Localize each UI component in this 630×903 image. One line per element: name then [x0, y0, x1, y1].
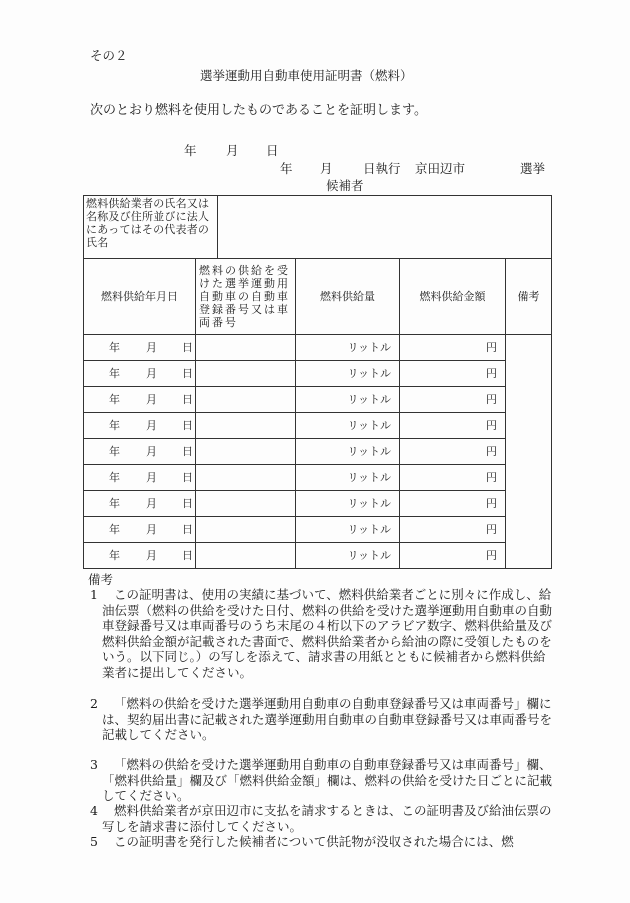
day-label: 日 — [182, 367, 193, 380]
note-item — [90, 834, 552, 850]
fuel-price-cell[interactable] — [400, 465, 506, 491]
fuel-price-cell[interactable] — [400, 543, 506, 569]
table-row — [84, 465, 552, 491]
note-number: 5 — [90, 834, 98, 849]
fuel-usage-table — [83, 195, 552, 569]
supply-date-cell[interactable] — [84, 413, 196, 439]
supply-date-cell[interactable] — [84, 543, 196, 569]
year-label: 年 — [109, 549, 120, 562]
supply-date-cell[interactable] — [84, 387, 196, 413]
day-label: 日 — [182, 471, 193, 484]
supply-date-cell[interactable] — [84, 517, 196, 543]
candidate-label: 候補者 — [326, 178, 364, 193]
year-label: 年 — [109, 497, 120, 510]
year-label: 年 — [109, 471, 120, 484]
column-header-fuel-price: 燃料供給金額 — [400, 259, 506, 335]
fuel-price-cell[interactable] — [400, 439, 506, 465]
vehicle-number-cell[interactable] — [196, 387, 296, 413]
vehicle-number-cell[interactable] — [196, 491, 296, 517]
month-label: 月 — [146, 471, 157, 484]
yen-unit: 円 — [486, 497, 498, 510]
yen-unit: 円 — [486, 367, 498, 380]
table-row — [84, 491, 552, 517]
liter-unit: リットル — [347, 523, 392, 536]
supply-date-cell[interactable] — [84, 361, 196, 387]
supply-date-cell[interactable] — [84, 439, 196, 465]
fuel-amount-cell[interactable] — [296, 517, 400, 543]
year-label: 年 — [109, 419, 120, 432]
column-header-fuel-amount: 燃料供給量 — [296, 259, 400, 335]
liter-unit: リットル — [347, 445, 392, 458]
note-text: この証明書は、使用の実績に基づいて、燃料供給業者ごとに別々に作成し、給油伝票（燃料の供給を受けた日付、燃料の供給を受けた選挙運動用自動車の自動車登録番号又は車両番号のうち末尾の４桁以下のアラビア数字、燃料供給量及び燃料供給金額が記載された書面で、燃料供給業者から給油の際に受領したものをいう。以下同じ。）の写しを添えて、請求書の用紙とともに候補者から燃料供給業者に提出してください。 — [102, 587, 553, 680]
day-label: 日 — [182, 497, 193, 510]
column-header-supply-date: 燃料供給年月日 — [84, 259, 196, 335]
yen-unit: 円 — [486, 523, 498, 536]
table-row — [84, 387, 552, 413]
day-label: 日 — [182, 341, 193, 354]
certification-day-label: 日 — [266, 143, 279, 158]
fuel-amount-cell[interactable] — [296, 439, 400, 465]
fuel-amount-cell[interactable] — [296, 413, 400, 439]
liter-unit: リットル — [347, 471, 392, 484]
fuel-amount-cell[interactable] — [296, 387, 400, 413]
vehicle-number-cell[interactable] — [196, 465, 296, 491]
day-label: 日 — [182, 549, 193, 562]
supplier-name-field[interactable] — [218, 196, 552, 259]
supply-date-cell[interactable] — [84, 491, 196, 517]
table-row — [84, 543, 552, 569]
election-year-label: 年 — [280, 161, 293, 176]
city-name: 京田辺市 — [415, 161, 466, 176]
month-label: 月 — [146, 549, 157, 562]
month-label: 月 — [146, 393, 157, 406]
liter-unit: リットル — [347, 341, 392, 354]
remarks-cell[interactable] — [506, 335, 552, 569]
day-label: 日 — [182, 445, 193, 458]
fuel-price-cell[interactable] — [400, 517, 506, 543]
election-day-executed-label: 日執行 — [363, 161, 401, 176]
year-label: 年 — [109, 393, 120, 406]
day-label: 日 — [182, 393, 193, 406]
month-label: 月 — [146, 497, 157, 510]
fuel-amount-cell[interactable] — [296, 543, 400, 569]
table-row — [84, 439, 552, 465]
fuel-amount-cell[interactable] — [296, 465, 400, 491]
liter-unit: リットル — [347, 549, 392, 562]
vehicle-number-cell[interactable] — [196, 439, 296, 465]
vehicle-number-cell[interactable] — [196, 335, 296, 361]
intro-text: 次のとおり燃料を使用したものであることを証明します。 — [90, 103, 427, 118]
note-text: この証明書を発行した候補者について供託物が没収された場合には、燃 — [114, 834, 514, 849]
fuel-price-cell[interactable] — [400, 335, 506, 361]
yen-unit: 円 — [486, 419, 498, 432]
fuel-price-cell[interactable] — [400, 413, 506, 439]
supply-date-cell[interactable] — [84, 465, 196, 491]
yen-unit: 円 — [486, 341, 498, 354]
month-label: 月 — [146, 341, 157, 354]
table-row — [84, 517, 552, 543]
liter-unit: リットル — [347, 497, 392, 510]
certification-year-label: 年 — [184, 143, 197, 158]
note-number: 4 — [90, 803, 98, 818]
table-row — [84, 413, 552, 439]
yen-unit: 円 — [486, 445, 498, 458]
year-label: 年 — [109, 367, 120, 380]
note-number: 3 — [90, 757, 98, 772]
day-label: 日 — [182, 523, 193, 536]
note-item — [90, 757, 552, 804]
note-item — [90, 803, 552, 834]
note-text: 「燃料の供給を受けた選挙運動用自動車の自動車登録番号又は車両番号」欄、「燃料供給量」欄及び「燃料供給金額」欄は、燃料の供給を受けた日ごとに記載してください。 — [102, 757, 553, 803]
fuel-price-cell[interactable] — [400, 387, 506, 413]
month-label: 月 — [146, 445, 157, 458]
fuel-amount-cell[interactable] — [296, 335, 400, 361]
year-label: 年 — [109, 341, 120, 354]
year-label: 年 — [109, 523, 120, 536]
note-item — [90, 696, 552, 743]
month-label: 月 — [146, 419, 157, 432]
election-label: 選挙 — [520, 161, 546, 176]
note-item — [90, 587, 552, 680]
day-label: 日 — [182, 419, 193, 432]
yen-unit: 円 — [486, 549, 498, 562]
vehicle-number-cell[interactable] — [196, 517, 296, 543]
table-row — [84, 335, 552, 361]
year-label: 年 — [109, 445, 120, 458]
month-label: 月 — [146, 367, 157, 380]
note-text: 「燃料の供給を受けた選挙運動用自動車の自動車登録番号又は車両番号」欄には、契約届出書に記載された選挙運動用自動車の自動車登録番号又は車両番号を記載してください。 — [102, 696, 553, 742]
supplier-name-label: 燃料供給業者の氏名又は名称及び住所並びに法人にあってはその代表者の氏名 — [84, 196, 218, 259]
column-header-vehicle-number: 燃料の供給を受けた選挙運動用自動車の自動車登録番号又は車両番号 — [196, 259, 296, 335]
fuel-amount-cell[interactable] — [296, 361, 400, 387]
vehicle-number-cell[interactable] — [196, 543, 296, 569]
certification-month-label: 月 — [226, 143, 239, 158]
fuel-price-cell[interactable] — [400, 491, 506, 517]
column-header-remarks: 備考 — [506, 259, 552, 335]
fuel-price-cell[interactable] — [400, 361, 506, 387]
fuel-amount-cell[interactable] — [296, 491, 400, 517]
supply-date-cell[interactable] — [84, 335, 196, 361]
note-number: 1 — [90, 587, 98, 602]
yen-unit: 円 — [486, 393, 498, 406]
note-text: 燃料供給業者が京田辺市に支払を請求するときは、この証明書及び給油伝票の写しを請求書に添付してください。 — [102, 803, 552, 834]
liter-unit: リットル — [347, 367, 392, 380]
vehicle-number-cell[interactable] — [196, 413, 296, 439]
table-row — [84, 361, 552, 387]
election-month-label: 月 — [320, 161, 333, 176]
liter-unit: リットル — [347, 393, 392, 406]
document-title: 選挙運動用自動車使用証明書（燃料） — [200, 68, 413, 83]
liter-unit: リットル — [347, 419, 392, 432]
notes-title: 備考 — [88, 572, 114, 587]
yen-unit: 円 — [486, 471, 498, 484]
vehicle-number-cell[interactable] — [196, 361, 296, 387]
form-number: その２ — [90, 48, 128, 63]
note-number: 2 — [90, 696, 98, 711]
month-label: 月 — [146, 523, 157, 536]
